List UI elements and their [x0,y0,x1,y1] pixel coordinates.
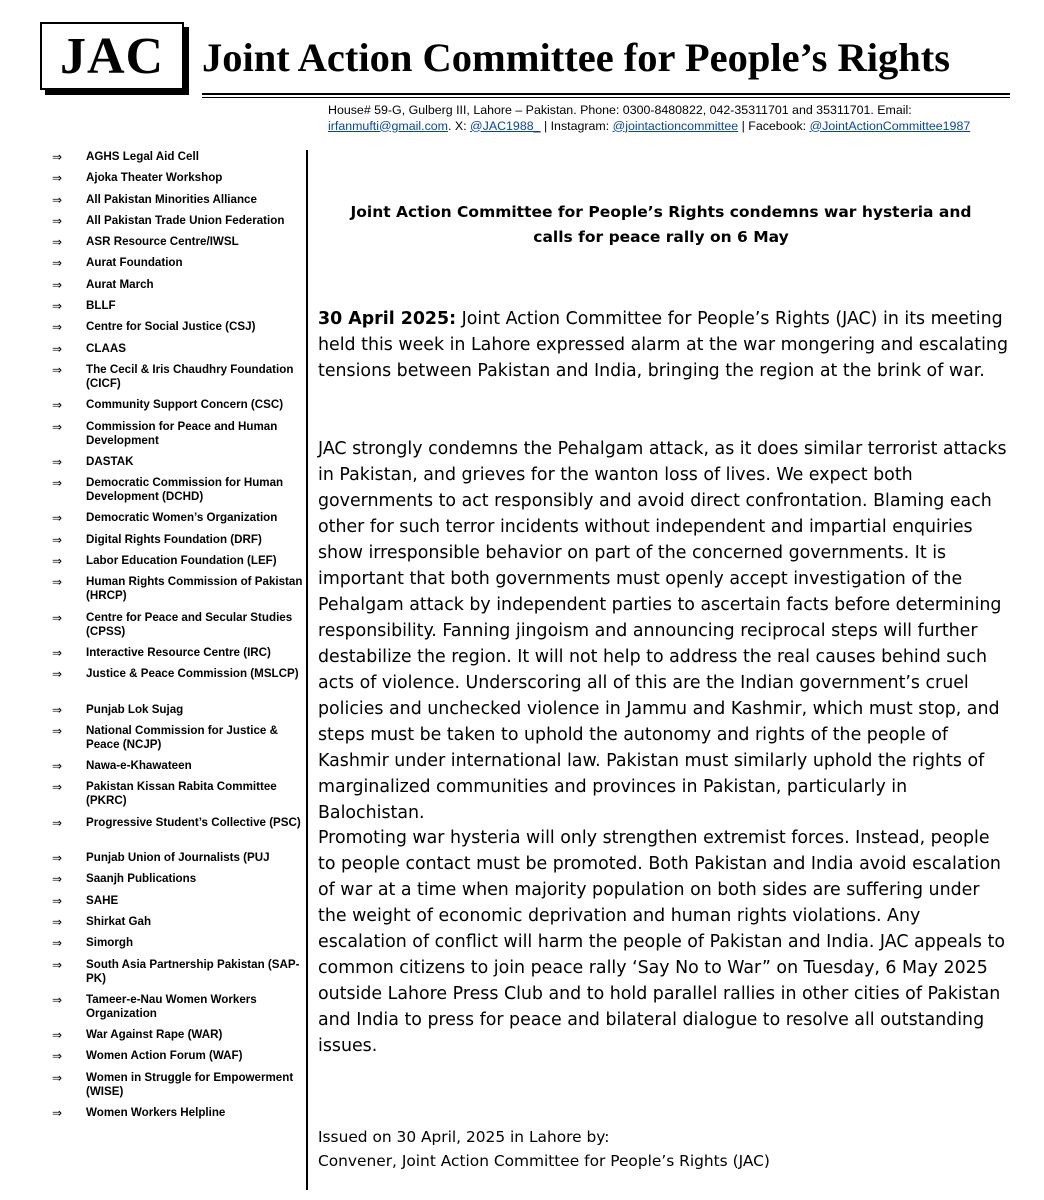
member-item [52,235,304,256]
member-name: SAHE [86,893,119,907]
member-name: CLAAS [86,341,126,355]
issued-line-2: Convener, Joint Action Committee for People’s Rights (JAC) [318,1152,770,1170]
arrow-icon: ⇒ [52,213,63,228]
member-name: Pakistan Kissan Rabita Committee (PKRC) [86,780,277,808]
arrow-icon: ⇒ [52,511,63,526]
member-item [52,398,304,419]
instagram-link[interactable]: @jointactioncommittee [612,118,739,133]
arrow-icon: ⇒ [52,645,63,660]
issued-line-1: Issued on 30 April, 2025 in Lahore by: [318,1128,610,1146]
member-name: Commission for Peace and Human Development [86,419,278,447]
arrow-icon: ⇒ [52,723,63,738]
member-name: Human Rights Commission of Pakistan (HRCP) [86,575,303,603]
member-name: Tameer-e-Nau Women Workers Organization [86,992,257,1020]
issued-by [318,1125,1008,1173]
member-item [52,214,304,235]
member-name: Aurat March [86,277,154,291]
member-item [52,476,304,511]
logo-text: JAC [59,27,165,85]
arrow-icon: ⇒ [52,299,63,314]
arrow-icon: ⇒ [52,1028,63,1043]
email-link[interactable]: irfanmufti@gmail.com [328,118,448,133]
member-name: Punjab Union of Journalists (PUJ [86,851,270,865]
arrow-icon: ⇒ [52,610,63,625]
member-item [52,1049,304,1070]
facebook-link[interactable]: @JointActionCommittee1987 [809,118,971,133]
arrow-icon: ⇒ [52,1105,63,1120]
contact-info [328,103,1018,134]
arrow-icon: ⇒ [52,398,63,413]
arrow-icon: ⇒ [52,914,63,929]
arrow-icon: ⇒ [52,454,63,469]
arrow-icon: ⇒ [52,667,63,682]
statement-date: 30 April 2025: [318,309,457,329]
header-rule-thin [202,97,1010,98]
member-item [52,993,304,1028]
paragraph-1 [318,306,1008,384]
member-name: The Cecil & Iris Chaudhry Foundation (CICF) [86,362,294,390]
arrow-icon: ⇒ [52,936,63,951]
member-item [52,646,304,667]
member-name: Women in Struggle for Empowerment (WISE) [86,1070,294,1098]
press-statement [318,200,1008,1170]
member-item [52,1106,304,1127]
member-name: Interactive Resource Centre (IRC) [86,645,271,659]
member-item [52,420,304,455]
member-organizations-list [52,150,304,1127]
member-item [52,816,304,851]
arrow-icon: ⇒ [52,476,63,491]
member-item [52,320,304,341]
arrow-icon: ⇒ [52,277,63,292]
member-item [52,611,304,646]
arrow-icon: ⇒ [52,235,63,250]
address-text: House# 59-G, Gulberg III, Lahore – Pakistan. Phone: 0300-8480822, 042-35311701 and 35311701. Email: [328,103,912,117]
paragraph-3: Promoting war hysteria will only strengthen extremist forces. Instead, people to people contact must be promoted. Both Pakistan and India avoid escalation of war at a time when majority population on both sides are suffering under the weight of economic deprivation and human rights violations. Any escalation of conflict will harm the people of Pakistan and India. JAC appeals to common citizens to join peace rally ‘Say No to War” on Tuesday, 6 May 2025 outside Lahore Press Club and to hold parallel rallies in other cities of Pakistan and India to press for peace and bilateral dialogue to resolve all outstanding issues. [318,828,1005,1056]
arrow-icon: ⇒ [52,320,63,335]
member-item [52,958,304,993]
member-name: Women Workers Helpline [86,1105,226,1119]
member-item [52,554,304,575]
arrow-icon: ⇒ [52,419,63,434]
arrow-icon: ⇒ [52,362,63,377]
member-name: Progressive Student’s Collective (PSC) [86,815,301,829]
member-name: AGHS Legal Aid Cell [86,150,199,163]
member-item [52,936,304,957]
member-name: Women Action Forum (WAF) [86,1049,243,1063]
member-item [52,780,304,815]
member-name: Saanjh Publications [86,872,197,886]
member-item [52,299,304,320]
member-name: BLLF [86,299,116,313]
arrow-icon: ⇒ [52,872,63,887]
arrow-icon: ⇒ [52,341,63,356]
member-item [52,667,304,702]
member-name: Ajoka Theater Workshop [86,171,223,185]
member-item [52,171,304,192]
member-name: ASR Resource Centre/IWSL [86,235,239,249]
member-item [52,150,304,171]
arrow-icon: ⇒ [52,532,63,547]
member-item [52,1028,304,1049]
column-divider [306,150,308,1190]
arrow-icon: ⇒ [52,171,63,186]
arrow-icon: ⇒ [52,815,63,830]
member-name: Community Support Concern (CSC) [86,398,284,412]
member-name: South Asia Partnership Pakistan (SAP-PK) [86,957,300,985]
member-item [52,724,304,759]
member-name: National Commission for Justice & Peace (NCJP) [86,723,278,751]
arrow-icon: ⇒ [52,702,63,717]
member-name: Justice & Peace Commission (MSLCP) [86,667,299,681]
member-item [52,851,304,872]
member-item [52,575,304,610]
arrow-icon: ⇒ [52,1049,63,1064]
arrow-icon: ⇒ [52,554,63,569]
member-item [52,363,304,398]
x-label: . X: [448,118,467,133]
member-name: All Pakistan Trade Union Federation [86,213,285,227]
member-item [52,342,304,363]
member-name: Digital Rights Foundation (DRF) [86,532,262,546]
arrow-icon: ⇒ [52,256,63,271]
member-name: War Against Rape (WAR) [86,1028,223,1042]
member-name: Centre for Peace and Secular Studies (CPSS) [86,610,293,638]
arrow-icon: ⇒ [52,575,63,590]
member-name: All Pakistan Minorities Alliance [86,192,257,206]
instagram-label: | Instagram: [543,118,610,133]
member-item [52,533,304,554]
member-name: Shirkat Gah [86,914,152,928]
member-name: Democratic Women’s Organization [86,511,278,525]
member-item [52,703,304,724]
member-name: Democratic Commission for Human Development (DCHD) [86,476,284,504]
arrow-icon: ⇒ [52,851,63,866]
statement-headline: Joint Action Committee for People’s Rights condemns war hysteria and calls for peace rally on 6 May [350,203,972,246]
paragraph-2: JAC strongly condemns the Pehalgam attack, as it does similar terrorist attacks in Pakistan, and grieves for the wanton loss of lives. We expect both governments to act responsibly and avoid direct confrontation. Blaming each other for such terror incidents without independent and impartial enquiries show irresponsible behavior on part of the concerned governments. It is important that both governments must openly accept investigation of the Pehalgam attack by independent parties to ascertain facts before determining responsibility. Fanning jingoism and announcing reciprocal steps will further destabilize the region. It will not help to address the real causes behind such acts of violence. Underscoring all of this are the Indian government’s cruel policies and unchecked violence in Jammu and Kashmir, which must stop, and steps must be taken to uphold the autonomy and rights of the people of Kashmir under international law. Pakistan must similarly uphold the rights of marginalized communities and provinces in Pakistan, particularly in Balochistan. [318,439,1007,823]
member-name: DASTAK [86,454,134,468]
member-item [52,1071,304,1106]
member-item [52,894,304,915]
facebook-label: | Facebook: [741,118,807,133]
member-name: Aurat Foundation [86,256,183,270]
organization-title: Joint Action Committee for People’s Rights [202,35,951,80]
member-item [52,872,304,893]
arrow-icon: ⇒ [52,150,63,164]
member-item [52,759,304,780]
header-rule-thick [202,93,1010,95]
arrow-icon: ⇒ [52,957,63,972]
member-name: Punjab Lok Sujag [86,702,184,716]
paragraph-1-text: Joint Action Committee for People’s Rights (JAC) in its meeting held this week in Lahore expressed alarm at the war mongering and escalating tensions between Pakistan and India, bringing the region at the brink of war. [318,309,1008,381]
member-name: Labor Education Foundation (LEF) [86,554,277,568]
arrow-icon: ⇒ [52,992,63,1007]
member-item [52,915,304,936]
member-name: Centre for Social Justice (CSJ) [86,320,256,334]
x-link[interactable]: @JAC1988_ [470,118,541,133]
member-item [52,193,304,214]
member-name: Nawa-e-Khawateen [86,759,192,773]
member-item [52,256,304,277]
arrow-icon: ⇒ [52,893,63,908]
member-item [52,511,304,532]
member-item [52,278,304,299]
arrow-icon: ⇒ [52,1070,63,1085]
arrow-icon: ⇒ [52,759,63,774]
member-name: Simorgh [86,936,134,950]
arrow-icon: ⇒ [52,192,63,207]
member-item [52,455,304,476]
jac-logo [40,22,184,90]
arrow-icon: ⇒ [52,780,63,795]
